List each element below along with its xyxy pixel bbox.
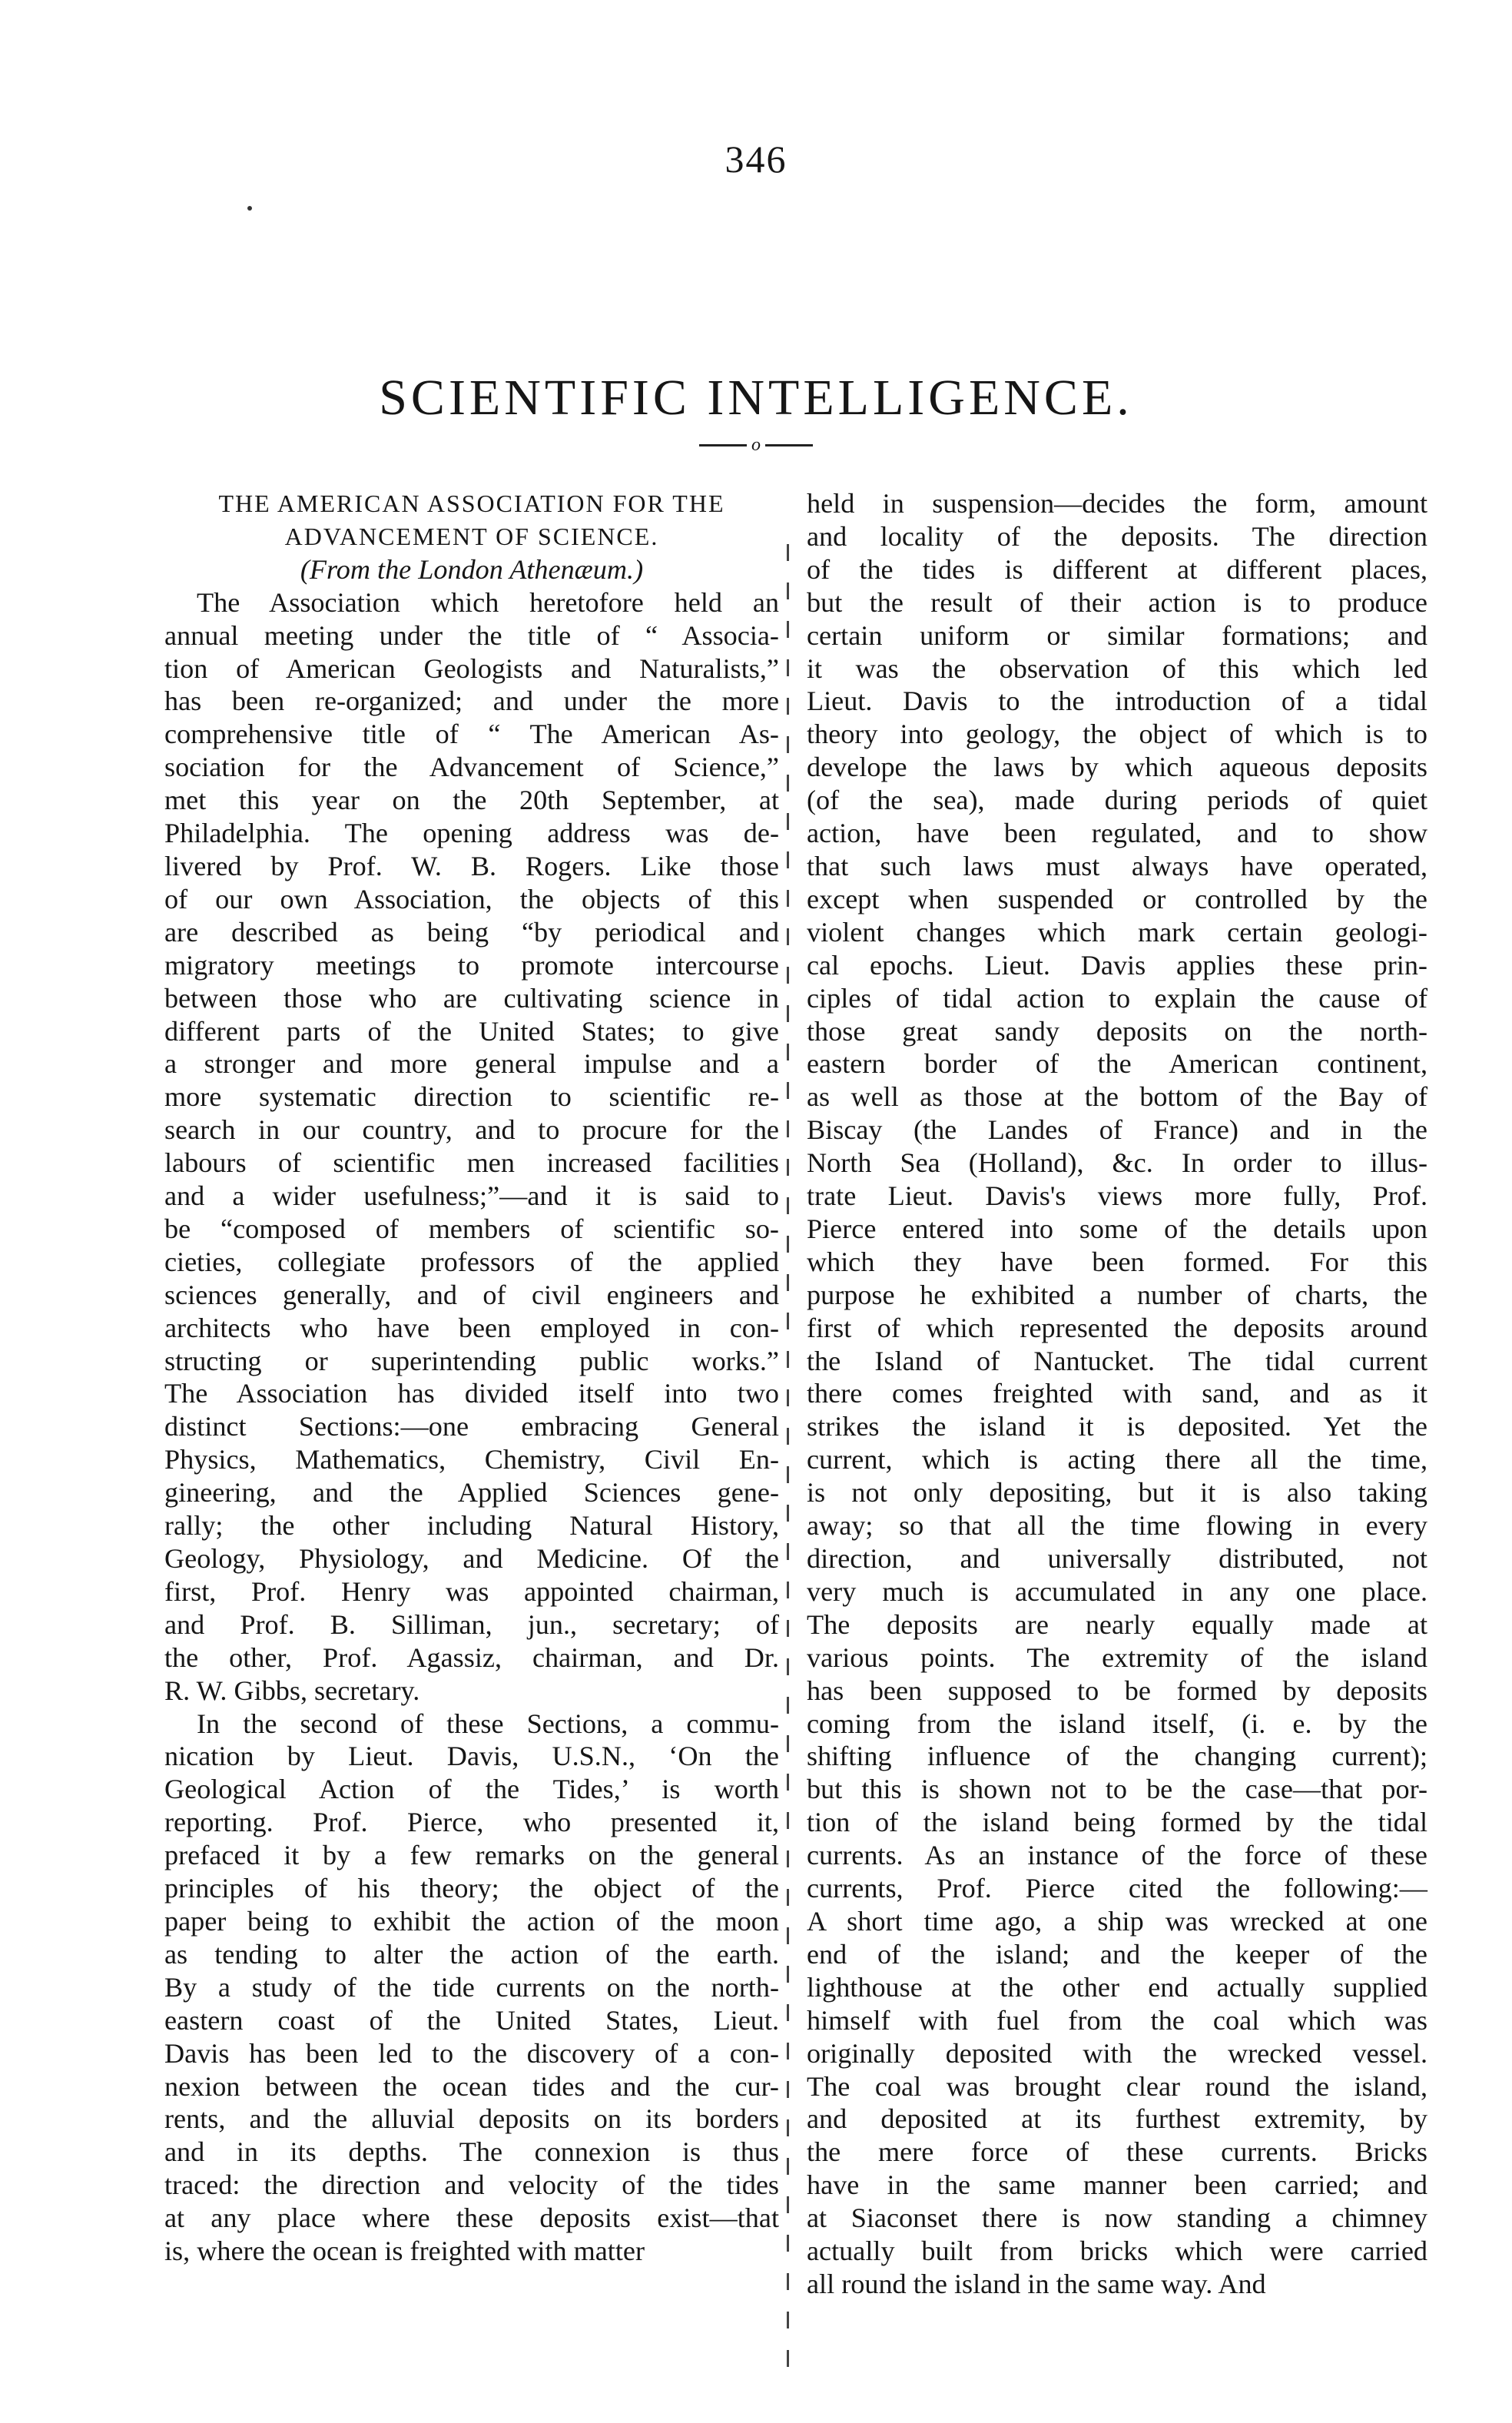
margin-mark (787, 1389, 789, 1406)
text-line: eastern border of the American continent, (807, 1048, 1427, 1080)
text-line: violent changes which mark certain geologi- (807, 916, 1427, 948)
text-line: (of the sea), made during periods of quiet (807, 785, 1427, 816)
text-line: certain uniform or similar formations; and (807, 619, 1427, 651)
text-line: a stronger and more general impulse and a (164, 1048, 779, 1080)
text-line: first, Prof. Henry was appointed chairman, (164, 1575, 779, 1607)
margin-mark (787, 2350, 789, 2367)
text-line: originally deposited with the wrecked vessel. (807, 2037, 1427, 2069)
margin-mark (787, 1197, 789, 1214)
text-line: distinct Sections:—one embracing General (164, 1411, 779, 1442)
text-line: currents, Prof. Pierce cited the following:— (807, 1873, 1427, 1904)
text-line: that such laws must always have operated, (807, 850, 1427, 881)
margin-mark (787, 928, 789, 945)
text-line: labours of scientific men increased facilities (164, 1147, 779, 1179)
text-line: more systematic direction to scientific re- (164, 1081, 779, 1113)
margin-mark (787, 1159, 789, 1176)
ink-speck (247, 206, 252, 211)
text-line: has been re-organized; and under the more (164, 685, 779, 717)
margin-mark (787, 659, 789, 676)
margin-mark (787, 1466, 789, 1483)
text-line: has been supposed to be formed by deposits (807, 1675, 1427, 1706)
text-line: as tending to alter the action of the earth. (164, 1938, 779, 1970)
margin-mark (787, 2081, 789, 2098)
text-line: develope the laws by which aqueous deposits (807, 752, 1427, 783)
text-line: as well as those at the bottom of the Bay of (807, 1081, 1427, 1113)
text-line: reporting. Prof. Pierce, who presented it, (164, 1807, 779, 1838)
text-line: and locality of the deposits. The direction (807, 520, 1427, 552)
margin-mark (787, 1274, 789, 1291)
text-line: Davis has been led to the discovery of a con- (164, 2037, 779, 2069)
text-line: The Association has divided itself into two (164, 1378, 779, 1409)
text-line: be “composed of members of scientific so- (164, 1213, 779, 1244)
section-title: SCIENTIFIC INTELLIGENCE. (379, 370, 1133, 427)
text-line: Lieut. Davis to the introduction of a tidal (807, 685, 1427, 717)
text-line: The coal was brought clear round the island, (807, 2070, 1427, 2102)
margin-mark (787, 2235, 789, 2252)
text-line: action, have been regulated, and to show (807, 818, 1427, 849)
margin-mark (787, 1005, 789, 1022)
article-heading-line-1: THE AMERICAN ASSOCIATION FOR THE (218, 490, 725, 517)
text-line: By a study of the tide currents on the north- (164, 1971, 779, 2003)
text-line: and a wider usefulness;”—and it is said to (164, 1180, 779, 1212)
text-line: architects who have been employed in con- (164, 1312, 779, 1343)
text-line: tion of American Geologists and Naturalists,” (164, 652, 779, 684)
page-number: 346 (724, 138, 788, 181)
text-line: very much is accumulated in any one place. (807, 1575, 1427, 1607)
text-line: are described as being “by periodical and (164, 916, 779, 948)
text-line: which they have been formed. For this (807, 1246, 1427, 1277)
text-line: principles of his theory; the object of the (164, 1873, 779, 1904)
margin-mark (787, 1351, 789, 1368)
margin-mark (787, 851, 789, 868)
text-line: of the tides is different at different places, (807, 553, 1427, 585)
margin-mark (787, 1505, 789, 1522)
margin-mark (787, 967, 789, 984)
text-line: actually built from bricks which were carried (807, 2235, 1427, 2267)
text-line: the other, Prof. Agassiz, chairman, and Dr. (164, 1641, 779, 1673)
margin-mark (787, 544, 789, 561)
text-line: paper being to exhibit the action of the moon (164, 1905, 779, 1937)
text-line: R. W. Gibbs, secretary. (164, 1675, 420, 1706)
ornament-glyph: o (751, 435, 761, 455)
text-line: Geological Action of the Tides,’ is worth (164, 1774, 779, 1805)
left-column-body (164, 586, 779, 2268)
text-line: livered by Prof. W. B. Rogers. Like those (164, 850, 779, 881)
text-line: ciples of tidal action to explain the cause of (807, 982, 1427, 1014)
text-line: different parts of the United States; to give (164, 1015, 779, 1047)
text-line: and deposited at its furthest extremity, by (807, 2103, 1427, 2135)
margin-mark (787, 1543, 789, 1560)
text-line: have in the same manner been carried; and (807, 2169, 1427, 2201)
text-line: nexion between the ocean tides and the cur- (164, 2070, 779, 2102)
text-line: all round the island in the same way. And (807, 2268, 1266, 2299)
text-line: The deposits are nearly equally made at (807, 1608, 1427, 1640)
text-line: shifting influence of the changing current); (807, 1741, 1427, 1772)
text-line: the mere force of these currents. Bricks (807, 2136, 1427, 2168)
margin-mark (787, 1236, 789, 1253)
margin-mark (787, 1313, 789, 1329)
right-column-body (807, 487, 1427, 2301)
margin-mark (787, 1044, 789, 1060)
margin-mark (787, 1120, 789, 1137)
margin-mark (787, 2043, 789, 2060)
left-column (164, 487, 779, 2268)
text-line: at Siaconset there is now standing a chimney (807, 2202, 1427, 2234)
text-line: purpose he exhibited a number of charts, the (807, 1279, 1427, 1310)
margin-mark (787, 775, 789, 792)
margin-mark (787, 1735, 789, 1752)
text-line: there comes freighted with sand, and as it (807, 1378, 1427, 1409)
text-line: the Island of Nantucket. The tidal current (807, 1345, 1427, 1376)
margin-mark (787, 2196, 789, 2213)
title-ornament (0, 435, 1512, 456)
margin-mark (787, 621, 789, 638)
article-source: (From the London Athenæum.) (300, 553, 644, 585)
text-line: but this is shown not to be the case—that por- (807, 1774, 1427, 1805)
text-line: and Prof. B. Silliman, jun., secretary; of (164, 1608, 779, 1640)
text-line: theory into geology, the object of which is to (807, 719, 1427, 750)
margin-mark (787, 1582, 789, 1598)
text-line: prefaced it by a few remarks on the general (164, 1840, 779, 1871)
text-line: and in its depths. The connexion is thus (164, 2136, 779, 2168)
text-line: sciences generally, and of civil engineers and (164, 1279, 779, 1310)
text-line: North Sea (Holland), &c. In order to illus- (807, 1147, 1427, 1179)
text-line: Geology, Physiology, and Medicine. Of the (164, 1543, 779, 1574)
text-line: migratory meetings to promote intercourse (164, 949, 779, 981)
text-line: various points. The extremity of the island (807, 1641, 1427, 1673)
text-line: but the result of their action is to produce (807, 586, 1427, 618)
text-line: held in suspension—decides the form, amount (807, 488, 1427, 519)
text-line: strikes the island it is deposited. Yet the (807, 1411, 1427, 1442)
column-margin-marks (782, 538, 797, 2382)
margin-mark (787, 1889, 789, 1906)
text-line: annual meeting under the title of “ Associa- (164, 619, 779, 651)
margin-mark (787, 736, 789, 753)
text-line: direction, and universally distributed, not (807, 1543, 1427, 1574)
margin-mark (787, 1428, 789, 1445)
margin-mark (787, 1774, 789, 1791)
text-line: between those who are cultivating science in (164, 982, 779, 1014)
text-line: is not only depositing, but it is also taking (807, 1477, 1427, 1509)
margin-mark (787, 1812, 789, 1829)
text-line: away; so that all the time flowing in every (807, 1510, 1427, 1542)
text-line: structing or superintending public works.” (164, 1345, 779, 1376)
right-column (807, 487, 1427, 2301)
margin-mark (787, 2158, 789, 2175)
margin-mark (787, 2312, 789, 2328)
text-line: comprehensive title of “ The American As- (164, 719, 779, 750)
article-heading-line-2: ADVANCEMENT OF SCIENCE. (284, 522, 659, 550)
text-line: those great sandy deposits on the north- (807, 1015, 1427, 1047)
text-line: lighthouse at the other end actually supplied (807, 1971, 1427, 2003)
margin-mark (787, 1850, 789, 1867)
text-line: rally; the other including Natural History, (164, 1510, 779, 1542)
text-line: A short time ago, a ship was wrecked at one (807, 1905, 1427, 1937)
text-line: of our own Association, the objects of this (164, 883, 779, 914)
text-line: Biscay (the Landes of France) and in the (807, 1114, 1427, 1146)
text-line: cieties, collegiate professors of the applied (164, 1246, 779, 1277)
text-line: tion of the island being formed by the tidal (807, 1807, 1427, 1838)
text-line: coming from the island itself, (i. e. by the (807, 1708, 1427, 1739)
text-line: cal epochs. Lieut. Davis applies these prin- (807, 949, 1427, 981)
text-line: it was the observation of this which led (807, 652, 1427, 684)
text-line: currents. As an instance of the force of these (807, 1840, 1427, 1871)
text-line: end of the island; and the keeper of the (807, 1938, 1427, 1970)
text-line: Physics, Mathematics, Chemistry, Civil En- (164, 1444, 779, 1475)
text-line: The Association which heretofore held an (197, 586, 779, 618)
ornament-rule-right (765, 444, 813, 446)
margin-mark (787, 1082, 789, 1099)
text-line: himself with fuel from the coal which was (807, 2004, 1427, 2036)
margin-mark (787, 1927, 789, 1944)
text-line: Philadelphia. The opening address was de- (164, 818, 779, 849)
text-line: met this year on the 20th September, at (164, 785, 779, 816)
margin-mark (787, 2119, 789, 2136)
margin-mark (787, 1620, 789, 1637)
text-line: search in our country, and to procure for the (164, 1114, 779, 1146)
margin-mark (787, 1966, 789, 1983)
text-line: nication by Lieut. Davis, U.S.N., ‘On the (164, 1741, 779, 1772)
text-line: at any place where these deposits exist—that (164, 2202, 779, 2234)
margin-mark (787, 890, 789, 907)
text-line: gineering, and the Applied Sciences gene- (164, 1477, 779, 1509)
margin-mark (787, 1697, 789, 1714)
margin-mark (787, 813, 789, 830)
text-line: trate Lieut. Davis's views more fully, Prof. (807, 1180, 1427, 1212)
text-line: except when suspended or controlled by the (807, 883, 1427, 914)
margin-mark (787, 1658, 789, 1675)
text-line: eastern coast of the United States, Lieut. (164, 2004, 779, 2036)
text-line: first of which represented the deposits around (807, 1312, 1427, 1343)
text-line: is, where the ocean is freighted with matter (164, 2235, 645, 2267)
margin-mark (787, 698, 789, 715)
text-line: Pierce entered into some of the details upon (807, 1213, 1427, 1244)
text-line: sociation for the Advancement of Science,” (164, 752, 779, 783)
text-line: rents, and the alluvial deposits on its borders (164, 2103, 779, 2135)
text-line: traced: the direction and velocity of the tides (164, 2169, 779, 2201)
margin-mark (787, 583, 789, 599)
text-line: In the second of these Sections, a commu- (197, 1708, 779, 1739)
margin-mark (787, 2004, 789, 2021)
text-line: current, which is acting there all the time, (807, 1444, 1427, 1475)
ornament-rule-left (699, 444, 747, 446)
margin-mark (787, 2273, 789, 2290)
